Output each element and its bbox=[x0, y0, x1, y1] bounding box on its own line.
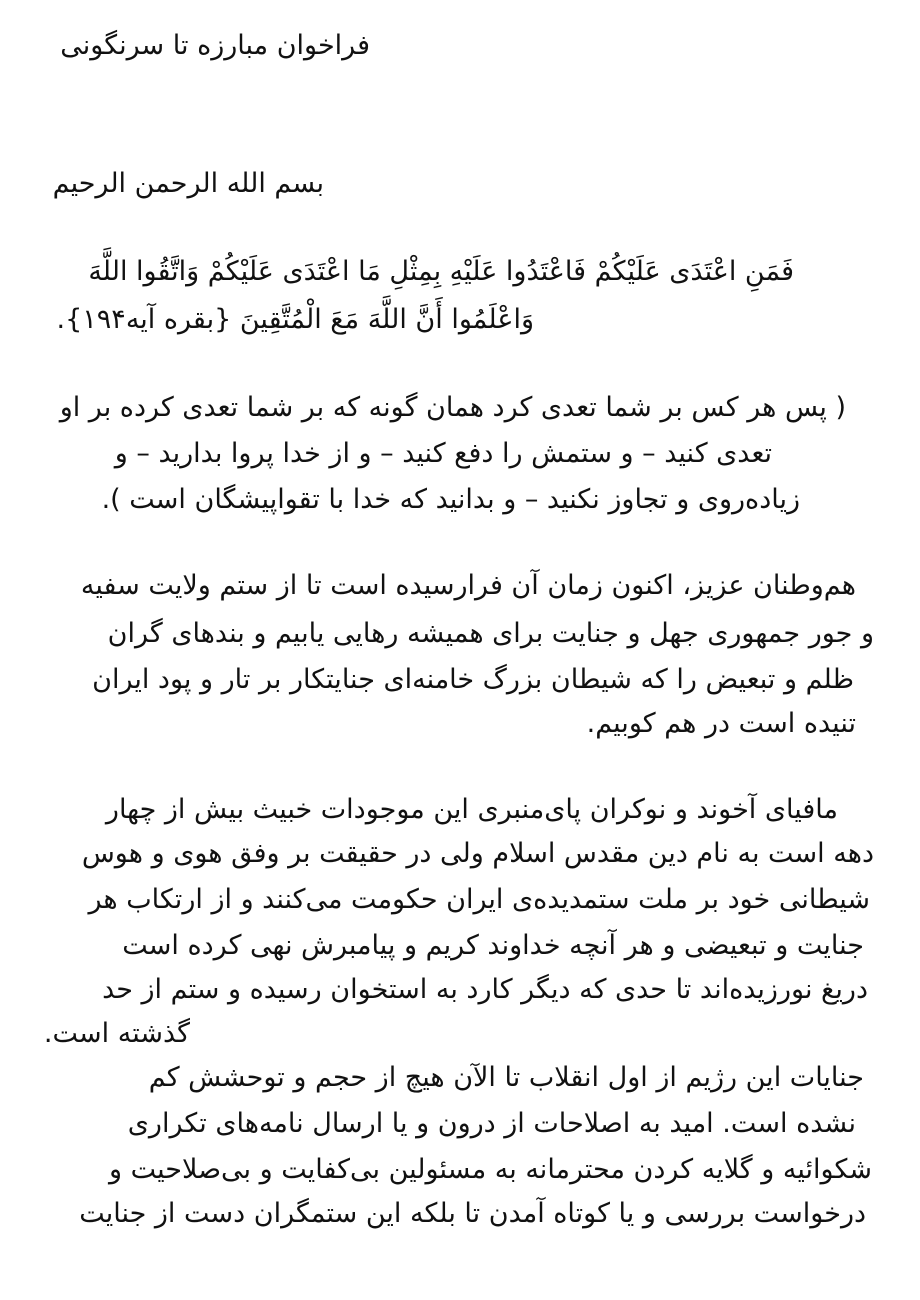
paragraph-line: هم‌وطنان عزیز، اکنون زمان آن فرارسیده است تا از ستم ولایت سفیه bbox=[80, 570, 856, 601]
paragraph-line: شیطانی خود بر ملت ستمدیده‌ی ایران حکومت می‌کنند و از ارتکاب هر bbox=[88, 884, 870, 915]
verse-line: وَاعْلَمُوا أَنَّ اللَّهَ مَعَ الْمُتَّقِينَ {بقره آیه۱۹۴}. bbox=[56, 304, 534, 335]
translation-line: زیاده‌روی و تجاوز نکنید – و بدانید که خدا با تقواپیشگان است ). bbox=[101, 484, 800, 515]
paragraph-line: درخواست بررسی و یا کوتاه آمدن تا بلکه این ستمگران دست از جنایت bbox=[79, 1198, 866, 1229]
paragraph-line: جنایت و تبعیضی و هر آنچه خداوند کریم و پیامبرش نهی کرده است bbox=[122, 930, 864, 961]
paragraph-line: مافیای آخوند و نوکران پای‌منبری این موجودات خبیث بیش از چهار bbox=[105, 794, 838, 825]
paragraph-line: جنایات این رژیم از اول انقلاب تا الآن هیچ از حجم و توحشش کم bbox=[148, 1062, 864, 1093]
basmala: بسم الله الرحمن الرحیم bbox=[52, 168, 324, 199]
translation-line: ( پس هر کس بر شما تعدی کرد همان گونه که بر شما تعدی کرده بر او bbox=[59, 392, 846, 423]
paragraph-line: دریغ نورزیده‌اند تا حدی که دیگر کارد به استخوان رسیده و ستم از حد bbox=[102, 974, 868, 1005]
translation-line: تعدی کنید – و ستمش را دفع کنید – و از خدا پروا بدارید – و bbox=[114, 438, 772, 469]
paragraph-line: گذشته است. bbox=[43, 1018, 190, 1049]
paragraph-line: ظلم و تبعیض را که شیطان بزرگ خامنه‌ای جنایتکار بر تار و پود ایران bbox=[92, 664, 854, 695]
paragraph-line: شکوائیه و گلایه کردن محترمانه به مسئولین بی‌کفایت و بی‌صلاحیت و bbox=[109, 1154, 872, 1185]
paragraph-line: نشده است. امید به اصلاحات از درون و یا ارسال نامه‌های تکراری bbox=[127, 1108, 856, 1139]
paragraph-line: و جور جمهوری جهل و جنایت برای همیشه رهایی یابیم و بندهای گران bbox=[107, 618, 874, 649]
paragraph-line: تنیده است در هم کوبیم. bbox=[586, 708, 856, 739]
document-title: فراخوان مبارزه تا سرنگونی bbox=[60, 30, 370, 61]
verse-line: فَمَنِ اعْتَدَى عَلَيْكُمْ فَاعْتَدُوا عَلَيْهِ بِمِثْلِ مَا اعْتَدَى عَلَيْكُمْ وَاتَّقُوا اللَّهَ bbox=[88, 256, 794, 287]
paragraph-line: دهه است به نام دین مقدس اسلام ولی در حقیقت بر وفق هوی و هوس bbox=[81, 838, 874, 869]
